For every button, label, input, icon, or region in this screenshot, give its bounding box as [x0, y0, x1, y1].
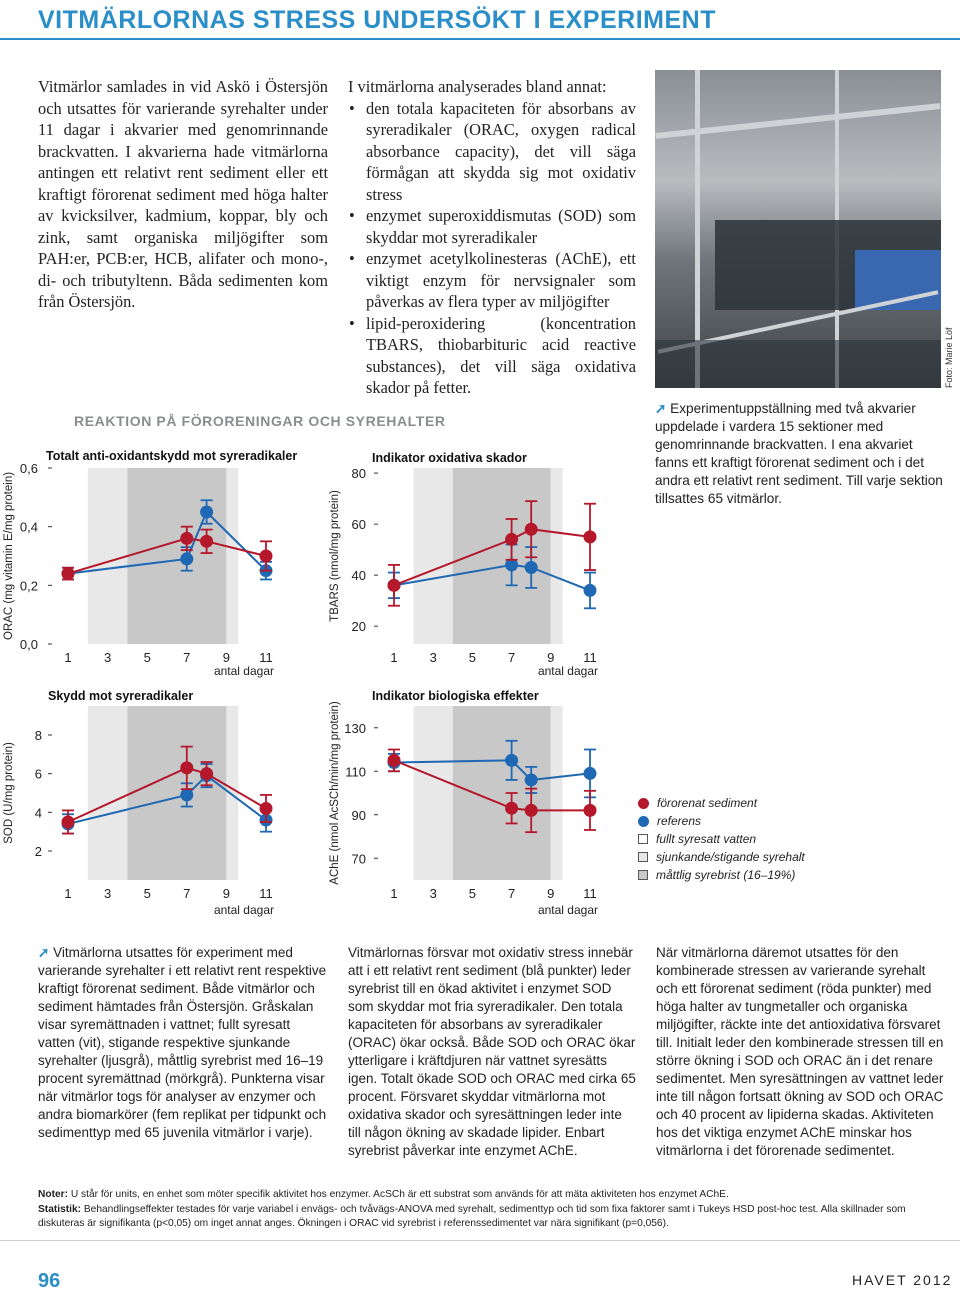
x-tick-label: 1: [390, 650, 398, 665]
x-tick-label: 9: [547, 886, 555, 901]
page-title: VITMÄRLORNAS STRESS UNDERSÖKT I EXPERIMENT: [38, 6, 716, 34]
x-tick-label: 11: [583, 650, 597, 665]
arrow-icon: ➚: [38, 945, 54, 960]
x-tick-label: 5: [143, 650, 151, 665]
data-point: [200, 506, 213, 519]
x-tick-label: 7: [507, 886, 516, 901]
darkgray-box-icon: [638, 870, 648, 880]
lightgray-box-icon: [638, 852, 648, 862]
x-tick-label: 9: [222, 650, 231, 665]
y-tick-label: 0,2: [19, 578, 38, 594]
photo-credit: Foto: Marie Löf: [944, 327, 954, 388]
methods-item: • lipid-peroxidering (koncentration TBARS, thiobarbituric acid reactive substances), det vill säga oxidativa skador på fetter.: [366, 313, 636, 399]
y-tick-label: 6: [34, 766, 42, 782]
footer-rule: [0, 1240, 960, 1241]
x-axis-label: antal dagar: [537, 664, 598, 678]
data-point: [260, 802, 273, 815]
data-point: [525, 804, 538, 817]
data-point: [62, 816, 75, 829]
hypoxia-light-band: [226, 468, 238, 644]
hypoxia-light-band: [551, 468, 563, 644]
y-tick-label: 4: [34, 805, 42, 821]
page-number: 96: [38, 1270, 61, 1292]
x-tick-label: 3: [429, 650, 437, 665]
section-heading: REAKTION PÅ FÖRORENINGAR OCH SYREHALTER: [74, 413, 446, 429]
hypoxia-light-band: [88, 706, 128, 880]
x-tick-label: 5: [468, 650, 477, 665]
y-axis-title: AChE (nmol AcSCh/min/mg protein): [329, 701, 341, 885]
y-tick-label: 60: [351, 517, 366, 533]
note-label: Noter:: [38, 1189, 68, 1200]
blue-dot-icon: [638, 816, 649, 827]
data-point: [584, 584, 597, 597]
x-tick-label: 9: [222, 886, 231, 901]
data-point: [525, 561, 538, 574]
data-point: [388, 754, 401, 767]
x-axis-label: antal dagar: [213, 903, 274, 917]
data-point: [180, 552, 193, 565]
hypoxia-light-band: [551, 706, 563, 880]
x-tick-label: 11: [259, 886, 273, 901]
y-tick-label: 40: [351, 568, 366, 584]
x-tick-label: 9: [547, 650, 555, 665]
y-tick-label: 80: [351, 466, 366, 482]
data-point: [62, 567, 75, 580]
data-point: [260, 550, 273, 563]
legend-item: sjunkande/stigande syrehalt: [638, 848, 805, 866]
legend-item: måttlig syrebrist (16–19%): [638, 866, 805, 884]
data-point: [200, 767, 213, 780]
x-tick-label: 5: [143, 886, 151, 901]
chart-title-orac: Totalt anti-oxidantskydd mot syreradikaler: [46, 449, 298, 463]
y-tick-label: 130: [344, 720, 366, 736]
legend-item: referens: [638, 812, 805, 830]
data-point: [584, 804, 597, 817]
note-text: U står för units, en enhet som möter specifik aktivitet hos enzymer. AcSCh är ett substrat som används för att mäta aktiviteten hos enzymet AChE.: [68, 1189, 729, 1200]
stat-label: Statistik:: [38, 1203, 82, 1215]
red-dot-icon: [638, 798, 649, 809]
hypoxia-dark-band: [127, 706, 226, 880]
data-point: [200, 535, 213, 548]
data-point: [584, 530, 597, 543]
magazine-name: HAVET 2012: [852, 1272, 953, 1288]
y-tick-label: 90: [351, 807, 366, 823]
x-tick-label: 1: [64, 886, 72, 901]
x-tick-label: 1: [64, 650, 72, 665]
white-box-icon: [638, 834, 648, 844]
data-point: [180, 532, 193, 545]
notes: [38, 1188, 938, 1232]
x-tick-label: 11: [259, 650, 273, 665]
hypoxia-light-band: [414, 706, 453, 880]
x-tick-label: 7: [183, 650, 191, 665]
data-point: [505, 754, 518, 767]
chart-title-sod: Skydd mot syreradikaler: [48, 689, 194, 703]
y-axis-title: ORAC (mg vitamin E/mg protein): [3, 471, 15, 641]
hypoxia-light-band: [414, 468, 453, 644]
y-tick-label: 20: [351, 619, 366, 635]
photo-caption-text: Experimentuppställning med två akvarier uppdelade i vardera 15 sektioner med genomrinnande brackvatten. I ena akvariet fanns ett kraftigt förorenat sediment och i det andra ett relativt rent sediment. Till varje sektion tillsattes 65 vitmärlor.: [655, 401, 943, 506]
data-point: [584, 767, 597, 780]
x-tick-label: 11: [583, 886, 597, 901]
data-point: [505, 533, 518, 546]
chart-title-ache: Indikator biologiska effekter: [372, 689, 539, 703]
x-tick-label: 1: [390, 886, 398, 901]
hypoxia-dark-band: [127, 468, 226, 644]
legend: [638, 794, 805, 884]
y-tick-label: 110: [345, 764, 366, 780]
x-axis-label: antal dagar: [213, 664, 274, 678]
bottom-col-1: ➚ Vitmärlorna utsattes för experiment med varierande syrehalter i ett relativt rent respektive kraftigt förorenat sediment. Både vitmärlor och sediment hämtades från Östersjön. Gråskalan visar syremättnaden i vattnet; fullt syresatt vatten (vit), stigande respektive sjunkande syrehalter (ljusgrå), måttlig syrebrist med 16–19 procent syremättnad (mörkgrå). Punkterna visar när vitmärlor togs för analyser av enzymer och andra biomarkörer (fem replikat per tidpunkt och sedimenttyp med 65 juvenila vitmärlor i varje).: [38, 945, 327, 1140]
y-tick-label: 2: [34, 844, 42, 859]
chart-title-tbars: Indikator oxidativa skador: [372, 451, 527, 465]
intro-text: Vitmärlor samlades in vid Askö i Östersjön och utsattes för varierande syrehalter under 11 dagar i akvarier med genomrinnande brackvatten. I akvarierna hade vitmärlorna antingen ett relativt rent sediment eller ett kraftigt förorenat sediment med höga halter av kvicksilver, kadmium, koppar, bly och zink, samt organiska miljögifter som PAH:er, PCB:er, HCB, alifater och mono-, di- och tributyltenn. Båda sedimenten kom från Östersjön.: [38, 77, 328, 311]
arrow-icon: ➚: [655, 401, 671, 416]
y-tick-label: 0,6: [19, 461, 38, 476]
x-tick-label: 7: [183, 886, 191, 901]
x-tick-label: 5: [468, 886, 477, 901]
x-axis-label: antal dagar: [537, 903, 598, 917]
legend-item: fullt syresatt vatten: [638, 830, 805, 848]
y-tick-label: 0,4: [19, 519, 38, 535]
data-point: [180, 788, 193, 801]
y-tick-label: 0,0: [19, 637, 38, 652]
methods-item: • enzymet superoxiddismutas (SOD) som skyddar mot syreradikaler: [366, 205, 636, 248]
x-tick-label: 3: [103, 886, 112, 901]
data-point: [505, 802, 518, 815]
methods-lead: I vitmärlorna analyserades bland annat:: [348, 77, 607, 96]
data-point: [388, 579, 401, 592]
bottom-col-3: När vitmärlorna däremot utsattes för den kombinerade stressen av varierande syrehalt och ett förorenat sediment (röda punkter) med höga halter av tungmetaller och organiska miljögifter, räckte inte det antioxidativa försvaret till. Initialt leder den kombinerade stressen till en större ökning i SOD och ORAC än i det renare sedimentet. Men syresättningen av vattnet leder inte till någon fortsatt ökning av SOD och ORAC och 40 procent av lipiderna skadas. Aktiviteten hos det viktiga enzymet AChE minskar hos vitmärlorna i det förorenade sedimentet.: [656, 945, 944, 1158]
data-point: [180, 761, 193, 774]
data-point: [525, 773, 538, 786]
x-tick-label: 7: [507, 650, 516, 665]
y-axis-title: SOD (U/mg protein): [3, 742, 15, 844]
methods-item: • den totala kapaciteten för absorbans av syreradikaler (ORAC, oxygen radical absorbance capacity), det vill säga förmågan att skydda sig mot oxidativ stress: [366, 98, 636, 206]
y-tick-label: 70: [351, 851, 366, 867]
y-tick-label: 8: [34, 728, 42, 743]
hypoxia-light-band: [88, 468, 128, 644]
y-axis-title: TBARS (nmol/mg protein): [329, 490, 341, 622]
x-tick-label: 3: [103, 650, 112, 665]
stat-text: Behandlingseffekter testades för varje variabel i envägs- och tvåvägs-ANOVA med syrehalt, sedimenttyp och tid som fixa faktorer samt i Tukeys HSD post-hoc test. Alla skillnader som diskuteras är signifikanta (p<0,05) om inget annat anges. Ökningen i ORAC vid syrebrist i referenssedimentet var nära signifikant (p=0,056).: [38, 1203, 906, 1229]
methods-item: • enzymet acetylkolinesteras (AChE), ett viktigt enzym för nervsignaler som påverkas av flera typer av miljögifter: [366, 248, 636, 313]
legend-item: förorenat sediment: [638, 794, 805, 812]
bottom-col-2: Vitmärlornas försvar mot oxidativ stress innebär att i ett relativt rent sediment (blå punkter) leder syrebrist till en ökad aktivitet i enzymet SOD som skyddar mot fria syreradikaler. Den totala kapaciteten för absorbans av syreradikaler (ORAC) ökar också. Både SOD och ORAC ökar ytterligare i kräftdjuren när vattnet syresätts igen. Totalt ökade SOD och ORAC med cirka 65 procent. Försvaret skyddar vitmärlorna mot oxidativa skador och syresättningen leder inte till någon ökning av skadade lipider. Enbart syrebrist påverkar inte enzymet AChE.: [348, 945, 636, 1158]
data-point: [525, 523, 538, 536]
x-tick-label: 3: [429, 886, 437, 901]
